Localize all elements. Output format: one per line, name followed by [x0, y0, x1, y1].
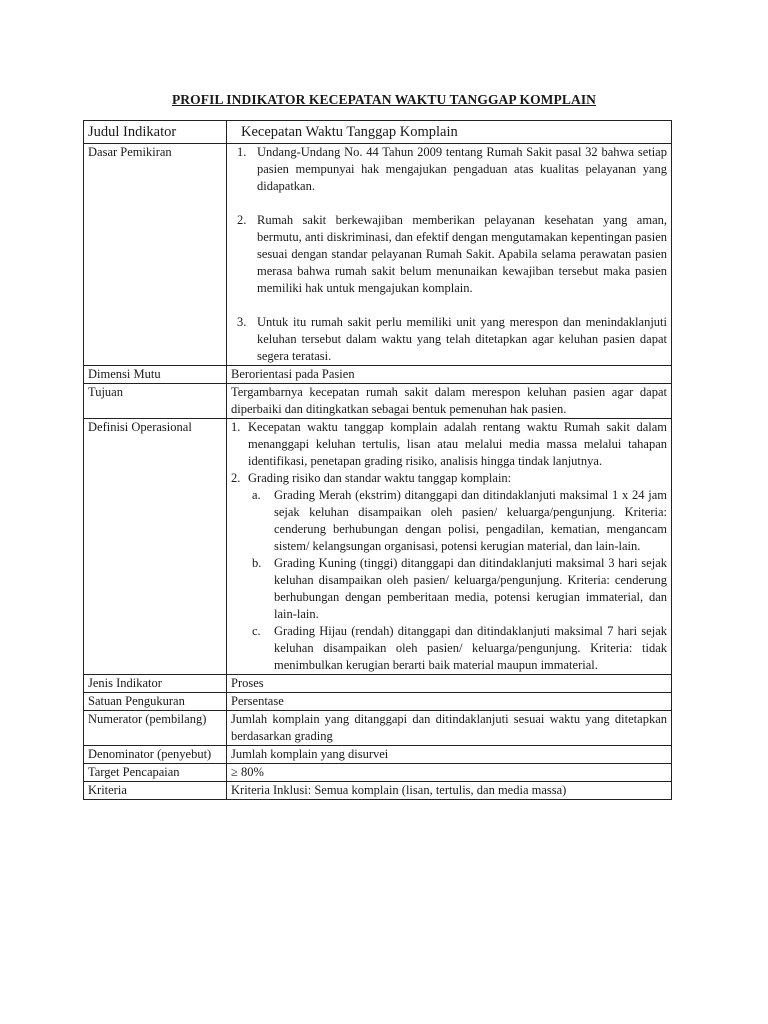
table-row-numerator	[84, 711, 672, 746]
dasar-label: Dasar Pemikiran	[84, 144, 227, 366]
list-item: a. Grading Merah (ekstrim) ditanggapi dan ditindaklanjuti maksimal 1 x 24 jam sejak keluhan disampaikan oleh pasien/ keluarga/pengunjung. Kriteria: cenderung berhubungan dengan polisi, pengadilan, kematian, mengancam sistem/ kelangsungan organisasi, potensi kerugian material, dan lain-lain.	[252, 488, 667, 553]
table-row-denominator	[84, 746, 672, 764]
dimensi-value: Berorientasi pada Pasien	[227, 366, 672, 384]
jenis-value: Proses	[227, 675, 672, 693]
list-item: 3. Untuk itu rumah sakit perlu memiliki unit yang merespon dan menindaklanjuti keluhan tersebut dalam waktu yang telah ditetapkan agar keluhan pasien dapat segera teratasi.	[237, 315, 667, 363]
grading-item-text: Grading Merah (ekstrim) ditanggapi dan ditindaklanjuti maksimal 1 x 24 jam sejak keluhan disampaikan oleh pasien/ keluarga/pengunjung. Kriteria: cenderung berhubungan dengan polisi, pengadilan, kematian, mengancam sistem/ kelangsungan organisasi, potensi kerugian material, dan lain-lain.	[274, 488, 667, 553]
table-row-jenis	[84, 675, 672, 693]
dimensi-label: Dimensi Mutu	[84, 366, 227, 384]
grading-item-text: Grading Hijau (rendah) ditanggapi dan ditindaklanjuti maksimal 7 hari sejak keluhan disampaikan oleh pasien/ keluarga/pengunjung. Kriteria: tidak menimbulkan kerugian berarti baik material maupun immaterial.	[274, 624, 667, 672]
target-label: Target Pencapaian	[84, 764, 227, 782]
table-row-satuan	[84, 693, 672, 711]
list-item: c. Grading Hijau (rendah) ditanggapi dan ditindaklanjuti maksimal 7 hari sejak keluhan disampaikan oleh pasien/ keluarga/pengunjung. Kriteria: tidak menimbulkan kerugian berarti baik material maupun immaterial.	[252, 624, 667, 672]
grading-list	[248, 487, 667, 674]
grading-item-text: Grading Kuning (tinggi) ditanggapi dan ditindaklanjuti maksimal 3 hari sejak keluhan disampaikan oleh pasien/ keluarga/pengunjung. Kriteria: cenderung berhubungan dengan pemberitaan media, potensi kerugian immaterial, dan lain-lain.	[274, 556, 667, 621]
denominator-label: Denominator (penyebut)	[84, 746, 227, 764]
table-row-dimensi	[84, 366, 672, 384]
judul-value: Kecepatan Waktu Tanggap Komplain	[227, 121, 672, 144]
definisi-list	[231, 419, 667, 674]
tujuan-label: Tujuan	[84, 384, 227, 419]
indicator-profile-table	[83, 120, 672, 800]
dasar-list	[231, 144, 667, 365]
tujuan-value: Tergambarnya kecepatan rumah sakit dalam merespon keluhan pasien agar dapat diperbaiki dan ditingkatkan sebagai bentuk pemenuhan hak pasien.	[227, 384, 672, 419]
list-item: b. Grading Kuning (tinggi) ditanggapi dan ditindaklanjuti maksimal 3 hari sejak keluhan disampaikan oleh pasien/ keluarga/pengunjung. Kriteria: cenderung berhubungan dengan pemberitaan media, potensi kerugian immaterial, dan lain-lain.	[252, 556, 667, 621]
dasar-value	[227, 144, 672, 366]
satuan-label: Satuan Pengukuran	[84, 693, 227, 711]
judul-label: Judul Indikator	[84, 121, 227, 144]
table-row-definisi	[84, 419, 672, 675]
kriteria-value: Kriteria Inklusi: Semua komplain (lisan, tertulis, dan media massa)	[227, 782, 672, 800]
dasar-item-text: Untuk itu rumah sakit perlu memiliki unit yang merespon dan menindaklanjuti keluhan tersebut dalam waktu yang telah ditetapkan agar keluhan pasien dapat segera teratasi.	[257, 315, 667, 363]
target-value: ≥ 80%	[227, 764, 672, 782]
list-item: 1. Kecepatan waktu tanggap komplain adalah rentang waktu Rumah sakit dalam menanggapi keluhan tertulis, lisan atau melalui media massa melalui tahapan identifikasi, penetapan grading risiko, analisis hingga tindak lanjutnya.	[231, 420, 667, 468]
table-row-target	[84, 764, 672, 782]
denominator-value: Jumlah komplain yang disurvei	[227, 746, 672, 764]
numerator-value: Jumlah komplain yang ditanggapi dan ditindaklanjuti sesuai waktu yang ditetapkan berdasarkan grading	[227, 711, 672, 746]
definisi-item-text: Kecepatan waktu tanggap komplain adalah rentang waktu Rumah sakit dalam menanggapi keluhan tertulis, lisan atau melalui media massa melalui tahapan identifikasi, penetapan grading risiko, analisis hingga tindak lanjutnya.	[248, 420, 667, 468]
kriteria-label: Kriteria	[84, 782, 227, 800]
jenis-label: Jenis Indikator	[84, 675, 227, 693]
definisi-item-text: Grading risiko dan standar waktu tanggap komplain:	[248, 471, 512, 485]
list-item: 1. Undang-Undang No. 44 Tahun 2009 tentang Rumah Sakit pasal 32 bahwa setiap pasien mempunyai hak mengajukan pengaduan atas kualitas pelayanan yang didapatkan.	[237, 145, 667, 193]
definisi-value	[227, 419, 672, 675]
definisi-label: Definisi Operasional	[84, 419, 227, 675]
table-row-judul	[84, 121, 672, 144]
table-row-kriteria	[84, 782, 672, 800]
table-row-tujuan	[84, 384, 672, 419]
table-row-dasar	[84, 144, 672, 366]
list-item: 2. Rumah sakit berkewajiban memberikan pelayanan kesehatan yang aman, bermutu, anti diskriminasi, dan efektif dengan mengutamakan kepentingan pasien sesuai dengan standar pelayanan Rumah Sakit. Apabila selama perawatan pasien merasa bahwa rumah sakit belum menunaikan kewajiban tersebut maka pasien memiliki hak untuk mengajukan komplain.	[237, 213, 667, 295]
dasar-item-text: Rumah sakit berkewajiban memberikan pelayanan kesehatan yang aman, bermutu, anti diskriminasi, dan efektif dengan mengutamakan kepentingan pasien sesuai dengan standar pelayanan Rumah Sakit. Apabila selama perawatan pasien merasa bahwa rumah sakit belum menunaikan kewajiban tersebut maka pasien memiliki hak untuk mengajukan komplain.	[257, 213, 667, 295]
numerator-label: Numerator (pembilang)	[84, 711, 227, 746]
list-item: 2. Grading risiko dan standar waktu tanggap komplain: a. Grading Merah (ekstrim) ditanggapi dan ditindaklanjuti maksimal 1 x 24 jam sejak keluhan disampaikan oleh pasien/ keluarga/pengunjung. Kriteria: cenderung berhubungan dengan polisi, pengadilan, kematian, mengancam sistem/ kelangsungan organisasi, potensi kerugian material, dan lain-lain. b. Grading Kuning (tinggi) ditanggapi dan ditindaklanjuti maksimal 3 hari sejak keluhan disampaikan oleh pasien/ keluarga/pengunjung. Kriteria: cenderung berhubungan dengan pemberitaan media, potensi kerugian immaterial, dan lain-lain. c. Grading Hijau (rendah) ditanggapi dan ditindaklanjuti maksimal 7 hari sejak keluhan disampaikan oleh pasien/ keluarga/pengunjung. Kriteria: tidak menimbulkan kerugian berarti baik material maupun immaterial.	[231, 471, 667, 672]
dasar-item-text: Undang-Undang No. 44 Tahun 2009 tentang Rumah Sakit pasal 32 bahwa setiap pasien mempunyai hak mengajukan pengaduan atas kualitas pelayanan yang didapatkan.	[257, 145, 667, 193]
page-title: PROFIL INDIKATOR KECEPATAN WAKTU TANGGAP KOMPLAIN	[171, 92, 597, 107]
satuan-value: Persentase	[227, 693, 672, 711]
